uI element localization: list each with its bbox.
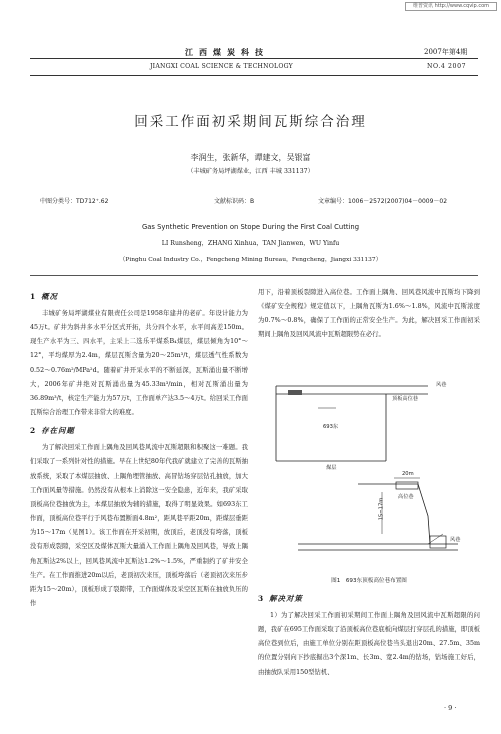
label-693-east: 693东 [323,424,339,430]
issue-number-cn: 2007年第4期 [424,48,468,56]
english-affiliation: （Pinghu Coal Industry Co.，Fengcheng Mining Bureau，Fengcheng，Jiangxi 331137） [119,257,382,263]
section-2-heading: 2 存在问题 [30,426,75,436]
label-15-17m: 15~17m [378,497,385,521]
article-number: 文章编号：1006－2572(2007)04－0009－02 [318,198,448,205]
section-1-heading: 1 概况 [30,292,58,301]
watermark: 维普资讯 http://www.cqvip.com [405,2,497,11]
header-bottom-rule [30,75,478,76]
english-title: Gas Synthetic Prevention on Stope During the First Coal Cutting [141,223,360,231]
wind-roadway-box [430,536,446,548]
english-authors: LI Runsheng，ZHANG Xinhua，TAN Jianwen，WU Yinfu [161,240,340,247]
label-wind-roadway-2: 风巷 [450,537,461,543]
section-1-paragraph: 丰城矿务局坪湖煤业有限责任公司是1958年建井的老矿。年设计能力为45万t。矿井为斜井多水平分区式开拓，共分四个水平，水平间高差150m。现生产水平为三、四水平，主采上二选乐平煤系B₄煤层，煤层倾角为10°～12°，平均煤厚为2.4m，煤层瓦斯含量为20～25m³/t，煤层透气性系数为0.52～0.76m²/MPa²d。随着矿井开采水平的不断延深，瓦斯涌出量不断增大，2006年矿井绝对瓦斯涌出量为45.33m³/min，相对瓦斯涌出量为36.89m³/t，核定生产能力为57万t，工作面单产达3.5～4万t。给回采工作面瓦斯综合治理工作带来非常大的难度。 [30,310,248,417]
figure-1-caption: 图1 693东顶板高位巷布置图 [331,578,407,584]
label-high-level-roadway-2: 高位巷 [398,494,414,500]
section-upper-profile [358,484,430,544]
journal-name-cn: 江西煤炭科技 [185,47,269,57]
section-3-paragraph: 1）为了解决回采工作面初采期间工作面上隅角及回风流中瓦斯超限的问题，我矿在695工作面采取了沿顶板高位巷底板向煤层打穿层孔的措施，即顶板高位巷到位后，由施工单位分别在距顶板高位巷当头退出20m、27.5m、35m的位置分别向下抄底掘出3个深1m、长3m、宽2.4m的钻场，钻场施工好后，由抽放队采用150型钻机、 [258,612,480,676]
drill-site-marker [288,390,302,395]
page-number: · 9 · [444,704,457,712]
continued-paragraph: 用下，沿着顶板裂隙进入高位巷。工作面上隅角、回风巷风流中瓦斯均下降到《煤矿安全规程》规定值以下，上隅角瓦斯为1.6%～1.8%，风流中瓦斯浓度为0.7%～0.8%，确保了工作面的正常安全生产。为此，解决回采工作面初采期间上隅角及回风风流中瓦斯超限势在必行。 [258,289,480,339]
document-code: 文献标识码：B [214,198,255,205]
left-column [30,286,248,611]
figure-1-diagram [258,366,480,588]
abstract-divider [30,275,478,276]
label-coal-seam: 煤层 [326,465,337,471]
figure-1 [258,366,480,588]
label-high-level-roadway: 顶板高位巷 [392,396,418,402]
header-divider [30,58,478,59]
section-3-heading: 3 解决对策 [258,594,303,603]
section-2-paragraph: 为了解决回采工作面上隅角及回风巷风流中瓦斯超限和积聚这一难题。我们采取了一系列针对性的措施。早在上世纪80年代我矿就建立了完善的瓦斯抽放系统，采取了本煤层抽放、上隅角埋管抽放、高冒钻场穿层钻孔抽放，加大工作面风量等措施。仍然没有从根本上消除这一安全隐患，近年来，我矿采取顶板高位巷抽放为主，本煤层抽放为辅的措施，取得了明显效果。如693东工作面，顶板高位巷平行于风巷布置断面4.8m²，距风巷平距20m，距煤层垂距为15～17m（见图1）。该工作面在开采初期，放顶后，老顶没有垮落，顶板没有形成裂隙，采空区及煤体瓦斯大量涌入工作面上隅角及回风巷，导致上隅角瓦斯达2%以上，回风巷风流中瓦斯达1.2%～1.5%，严重制约了矿井安全生产。在工作面推进20m以后，老顶初次来压，顶板垮落后（老顶初次来压步距为15～20m），顶板形成了裂隙带，工作面煤体及采空区瓦斯在抽放负压的作 [30,444,248,607]
right-column-bottom [258,588,480,680]
affiliation: （丰城矿务局坪湖煤业，江西 丰城 331137） [187,168,314,175]
paper-title: 回采工作面初采期间瓦斯综合治理 [134,114,367,130]
right-column-top [258,286,480,343]
high-level-roadway-box [396,482,418,489]
label-wind-roadway: 风巷 [436,382,447,388]
issue-number-en: NO.4 2007 [427,63,467,70]
journal-name-en: JIANGXI COAL SCIENCE & TECHNOLOGY [150,63,293,70]
authors: 李润生，张新华，谭建文，吴银富 [190,153,311,162]
clc-number: 中图分类号：TD712⁺.62 [40,198,109,205]
label-20m: 20m [402,471,414,477]
